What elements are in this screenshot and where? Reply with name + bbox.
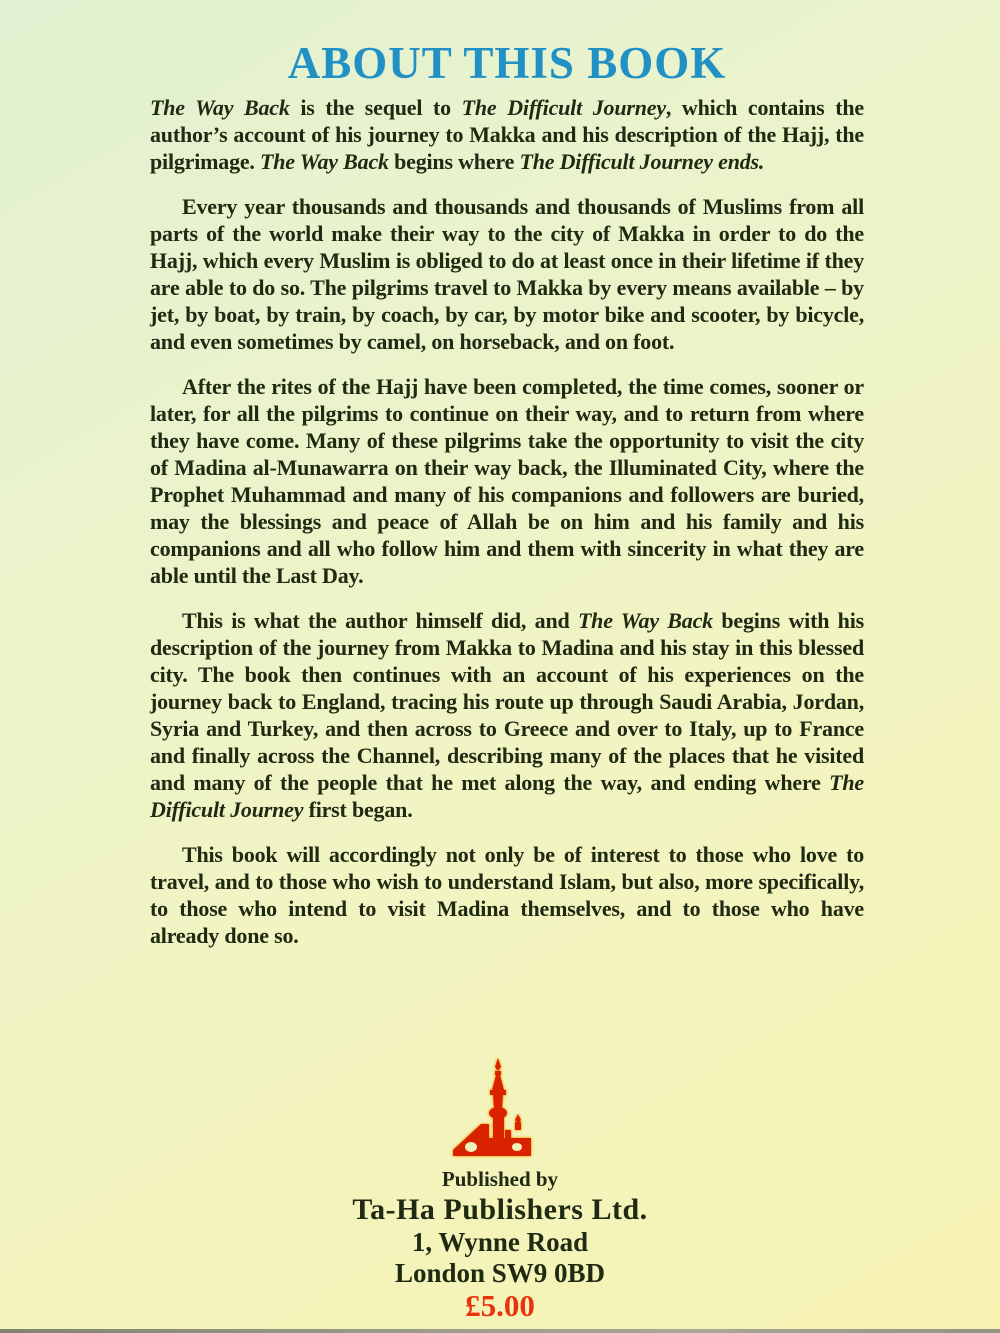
paragraph: This is what the author himself did, and The Way Back begins with his description of the journey from Makka to Madina and his stay in this blessed city. The book then continues with an account of his experiences on the journey back to England, tracing his route up through Saudi Arabia, Jordan, Syria and Turkey, and then across to Greece and over to Italy, up to France and finally across the Channel, describing many of the places that he visited and many of the people that he met along the way, and ending where The Difficult Journey first began. [150, 608, 864, 822]
address-line-1: 1, Wynne Road [411, 1227, 589, 1257]
publisher-name: Ta-Ha Publishers Ltd. [352, 1193, 648, 1226]
published-by-label: Published by [441, 1167, 559, 1191]
publisher-block [0, 1058, 1000, 1322]
paragraph: The Way Back is the sequel to The Difficult Journey, which contains the author’s account of his journey to Makka and his description of the Hajj, the pilgrimage. The Way Back begins where The Difficult Journey ends. [150, 95, 864, 174]
about-section [150, 40, 864, 967]
taha-minaret-icon [445, 1058, 555, 1162]
paragraph: This book will accordingly not only be of interest to those who love to travel, and to those who wish to understand Islam, but also, more specifically, to those who intend to visit Madina themselves, and to those who have already done so. [150, 842, 864, 948]
paragraph: After the rites of the Hajj have been completed, the time comes, sooner or later, for all the pilgrims to continue on their way, and to return from where they have come. Many of these pilgrims take the opportunity to visit the city of Madina al-Munawarra on their way back, the Illuminated City, where the Prophet Muhammad and many of his companions and followers are buried, may the blessings and peace of Allah be on him and his family and his companions and all who follow him and them with sincerity in what they are able until the Last Day. [150, 374, 864, 588]
body-paragraphs [150, 94, 864, 949]
paragraph: Every year thousands and thousands and thousands of Muslims from all parts of the world make their way to the city of Makka in order to do the Hajj, which every Muslim is obliged to do at least once in their lifetime if they are able to do so. The pilgrims travel to Makka by every means available – by jet, by boat, by train, by coach, by car, by motor bike and scooter, by bicycle, and even sometimes by camel, on horseback, and on foot. [150, 194, 864, 354]
page-title: ABOUT THIS BOOK [287, 38, 727, 88]
scan-edge-shadow [0, 1329, 1000, 1333]
price-label: £5.00 [465, 1288, 535, 1323]
publisher-logo [0, 1058, 1000, 1162]
address-line-2: London SW9 0BD [394, 1258, 606, 1288]
